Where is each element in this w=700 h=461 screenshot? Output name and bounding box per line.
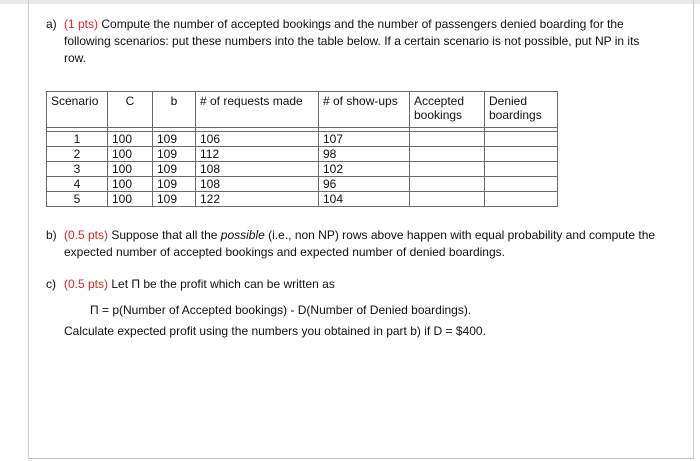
cell-showups: 104: [319, 192, 410, 207]
question-c-label: c): [46, 277, 56, 291]
question-a-points: (1 pts): [64, 17, 99, 31]
cell-c: 100: [108, 162, 153, 177]
cell-denied[interactable]: [485, 147, 558, 162]
table-row: [47, 192, 558, 207]
header-showups: # of show-ups: [319, 92, 410, 128]
profit-formula: Π = p(Number of Accepted bookings) - D(Number of Denied boardings).: [90, 303, 472, 317]
question-a-text: Compute the number of accepted bookings and the number of passengers denied boarding for the following scenarios: put these numbers into the table below. If a certain scenario is not possible, put NP in its row.: [64, 17, 640, 65]
cell-denied[interactable]: [485, 192, 558, 207]
question-b-emphasis: possible: [220, 228, 265, 242]
header-scenario: Scenario: [47, 92, 108, 128]
cell-denied[interactable]: [485, 162, 558, 177]
cell-b: 109: [153, 132, 196, 147]
question-b-points: (0.5 pts): [64, 228, 109, 242]
question-a: [46, 16, 658, 67]
cell-b: 109: [153, 192, 196, 207]
header-requests: # of requests made: [196, 92, 319, 128]
cell-requests: 108: [196, 177, 319, 192]
cell-scenario: 5: [47, 192, 108, 207]
table-row: [47, 132, 558, 147]
question-c-text: Let Π be the profit which can be written as: [111, 277, 335, 291]
cell-scenario: 2: [47, 147, 108, 162]
cell-accepted[interactable]: [410, 147, 485, 162]
header-accepted: Accepted bookings: [410, 92, 485, 128]
cell-scenario: 1: [47, 132, 108, 147]
table-row: [47, 177, 558, 192]
cell-accepted[interactable]: [410, 162, 485, 177]
table-row: [47, 147, 558, 162]
scenario-table: [46, 91, 558, 207]
table-row: [47, 162, 558, 177]
cell-scenario: 4: [47, 177, 108, 192]
cell-b: 109: [153, 162, 196, 177]
cell-requests: 122: [196, 192, 319, 207]
cell-denied[interactable]: [485, 177, 558, 192]
header-c: C: [108, 92, 153, 128]
cell-requests: 108: [196, 162, 319, 177]
cell-accepted[interactable]: [410, 177, 485, 192]
cell-b: 109: [153, 177, 196, 192]
cell-c: 100: [108, 147, 153, 162]
question-c: [46, 276, 666, 293]
header-denied: Denied boardings: [485, 92, 558, 128]
cell-c: 100: [108, 192, 153, 207]
cell-showups: 98: [319, 147, 410, 162]
question-c-points: (0.5 pts): [64, 277, 109, 291]
cell-c: 100: [108, 132, 153, 147]
cell-showups: 96: [319, 177, 410, 192]
cell-scenario: 3: [47, 162, 108, 177]
cell-c: 100: [108, 177, 153, 192]
question-b-text-before: Suppose that all the: [111, 228, 221, 242]
question-b: [46, 227, 666, 261]
cell-showups: 107: [319, 132, 410, 147]
cell-showups: 102: [319, 162, 410, 177]
cell-requests: 112: [196, 147, 319, 162]
header-b: b: [153, 92, 196, 128]
question-b-label: b): [46, 228, 57, 242]
question-a-label: a): [46, 17, 57, 31]
cell-requests: 106: [196, 132, 319, 147]
cell-accepted[interactable]: [410, 132, 485, 147]
table-header-row: [47, 92, 558, 128]
question-c-instruction: Calculate expected profit using the numbers you obtained in part b) if D = $400.: [64, 324, 486, 338]
cell-accepted[interactable]: [410, 192, 485, 207]
question-b-text-after: (i.e., non NP) rows above happen with equal probability and compute the expected number of accepted bookings and expected number of denied boardings.: [64, 228, 656, 259]
cell-b: 109: [153, 147, 196, 162]
cell-denied[interactable]: [485, 132, 558, 147]
